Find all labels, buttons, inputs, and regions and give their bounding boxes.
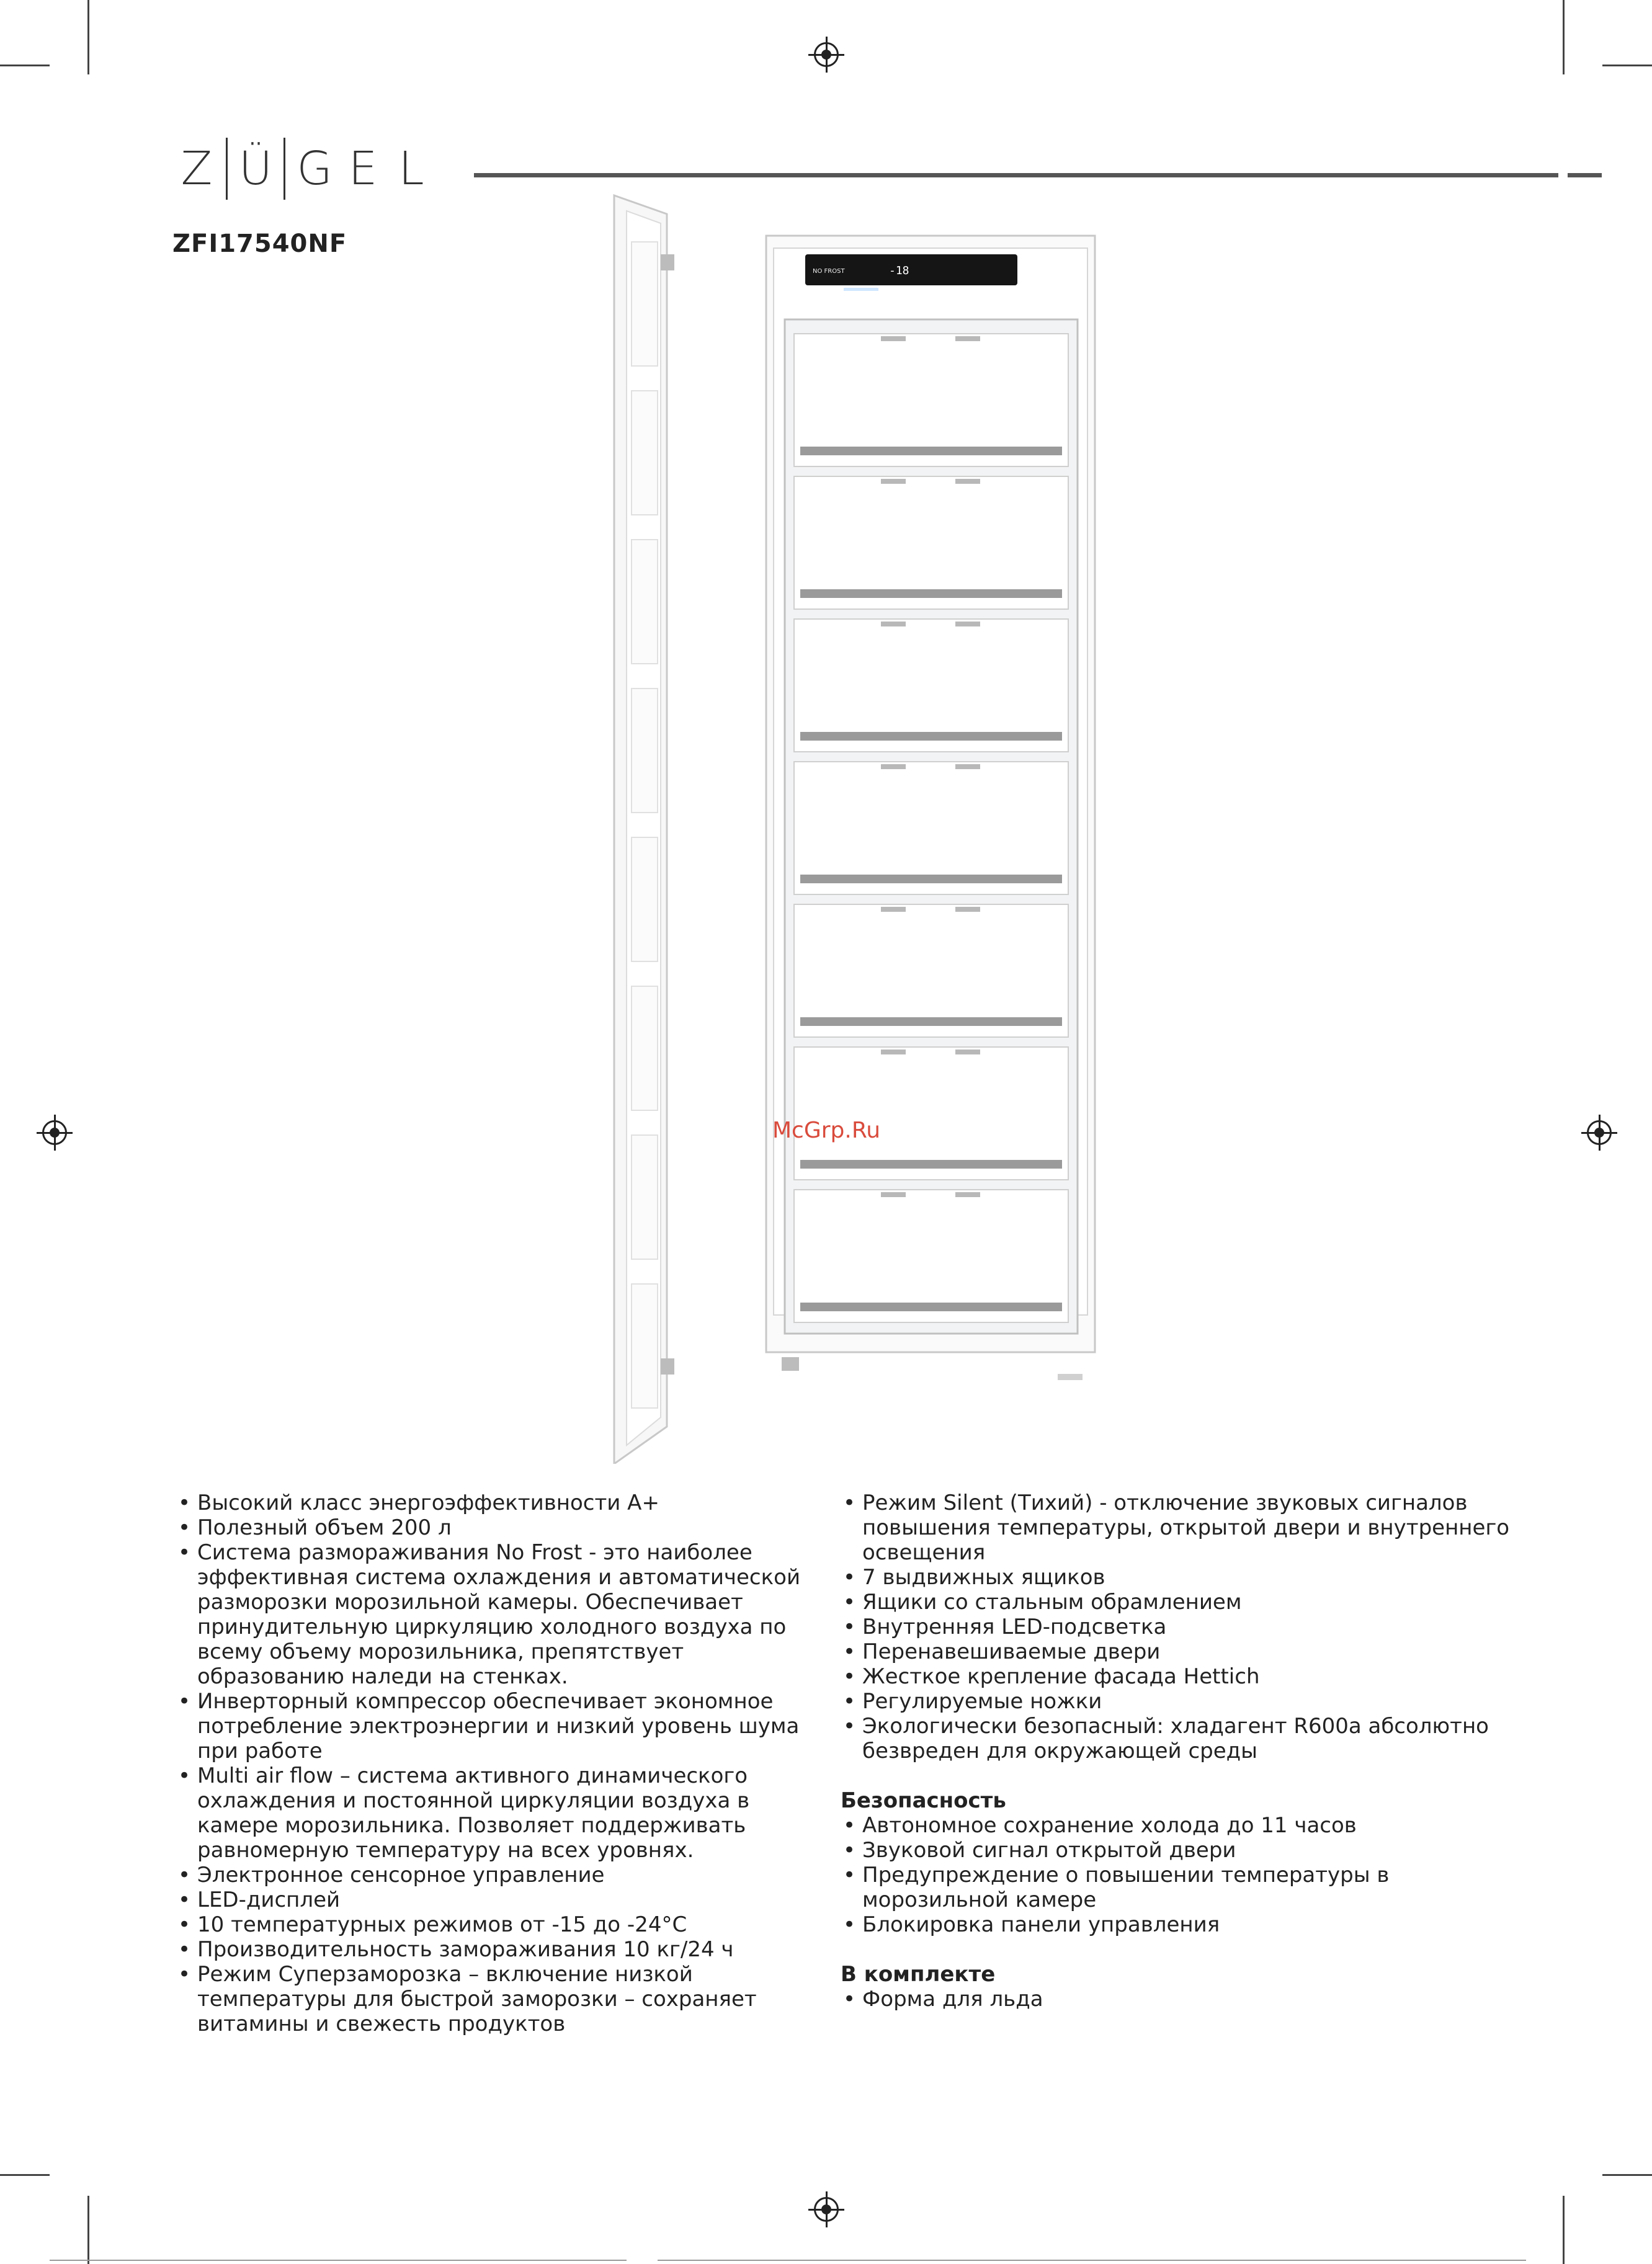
features-left-list xyxy=(176,1491,815,2036)
spacer xyxy=(841,1937,1529,1962)
freezer-drawer xyxy=(794,904,1068,1037)
crop-mark xyxy=(87,0,89,74)
crop-mark xyxy=(87,2196,89,2264)
crop-mark xyxy=(1563,0,1565,74)
feature-item: • Блокировка панели управления xyxy=(841,1912,1529,1937)
crop-mark xyxy=(1563,2196,1565,2264)
freezer-drawer xyxy=(794,334,1068,466)
features-right-column xyxy=(841,1491,1529,2012)
feature-item: • Электронное сенсорное управление xyxy=(176,1863,815,1887)
features-right-list xyxy=(841,1491,1529,1763)
freezer-door xyxy=(614,195,674,1464)
feature-item: • Режим Суперзаморозка – включение низкой температуры для быстрой заморозки – сохраняет витамины и свежесть продуктов xyxy=(176,1962,815,2036)
feature-item: • Режим Silent (Тихий) - отключение звуковых сигналов повышения температуры, открытой двери и внутреннего освещения xyxy=(841,1491,1529,1565)
feature-item: • Регулируемые ножки xyxy=(841,1689,1529,1714)
freezer-drawer xyxy=(794,476,1068,609)
safety-list xyxy=(841,1813,1529,1937)
door-shelf xyxy=(632,1135,658,1259)
freezer-drawer xyxy=(794,619,1068,752)
feature-item: • Экологически безопасный: хладагент R600a абсолютно безвреден для окружающей среды xyxy=(841,1714,1529,1763)
crop-mark xyxy=(1602,65,1652,66)
door-shelf xyxy=(632,242,658,366)
brand-logo xyxy=(172,138,435,200)
feature-item: • Система размораживания No Frost - это наиболее эффективная система охлаждения и автоматической разморозки морозильной камеры. Обеспечивает принудительную циркуляцию холодного воздуха по всему объему морозильника, препятствует образованию наледи на стенках. xyxy=(176,1540,815,1689)
crop-mark xyxy=(0,2174,50,2176)
feature-item: • Предупреждение о повышении температуры в морозильной камере xyxy=(841,1863,1529,1912)
crop-mark xyxy=(50,2260,627,2261)
display-temperature: -18 xyxy=(889,264,909,277)
logo-letter-boxed: Ü xyxy=(226,138,285,200)
freezer-product-image xyxy=(596,186,1123,1464)
display-label: NO FROST xyxy=(813,268,845,275)
door-shelf xyxy=(632,837,658,961)
feature-item: • 7 выдвижных ящиков xyxy=(841,1565,1529,1590)
watermark: McGrp.Ru xyxy=(772,1118,881,1143)
feature-item: • Внутренняя LED-подсветка xyxy=(841,1615,1529,1639)
feature-item: • Multi air flow – система активного динамического охлаждения и постоянной циркуляции воздуха в камере морозильника. Позволяет поддерживать равномерную температуру на всех уровнях. xyxy=(176,1763,815,1863)
package-heading: В комплекте xyxy=(841,1962,996,1987)
crop-mark xyxy=(658,2260,1526,2261)
feature-item: • Полезный объем 200 л xyxy=(176,1515,815,1540)
logo-letter: L xyxy=(398,142,424,195)
door-shelf xyxy=(632,1284,658,1408)
feature-item: • Жесткое крепление фасада Hettich xyxy=(841,1664,1529,1689)
feature-item: • Перенавешиваемые двери xyxy=(841,1639,1529,1664)
package-list xyxy=(841,1987,1529,2012)
feature-item: • Автономное сохранение холода до 11 часов xyxy=(841,1813,1529,1838)
logo-letter: E xyxy=(348,142,378,195)
door-shelf xyxy=(632,689,658,813)
feature-item: • Инверторный компрессор обеспечивает экономное потребление электроэнергии и низкий уровень шума при работе xyxy=(176,1689,815,1763)
feature-item: • Форма для льда xyxy=(841,1987,1529,2012)
feature-item: • Производительность замораживания 10 кг/24 ч xyxy=(176,1937,815,1962)
safety-heading: Безопасность xyxy=(841,1788,1006,1813)
crop-mark xyxy=(0,65,50,66)
door-shelf xyxy=(632,540,658,664)
feature-item: • Звуковой сигнал открытой двери xyxy=(841,1838,1529,1863)
header-rule-end xyxy=(1568,173,1602,177)
feature-item: • Ящики со стальным обрамлением xyxy=(841,1590,1529,1615)
registration-mark-icon xyxy=(1587,1120,1612,1145)
logo-letter: Z xyxy=(181,142,213,195)
freezer-drawer xyxy=(794,1190,1068,1322)
logo-letter: G xyxy=(297,142,333,195)
registration-mark-icon xyxy=(814,42,839,67)
door-shelf xyxy=(632,986,658,1110)
door-shelf xyxy=(632,391,658,515)
crop-mark xyxy=(1602,2174,1652,2176)
feature-item: • 10 температурных режимов от -15 до -24°C xyxy=(176,1912,815,1937)
header-rule xyxy=(474,173,1558,177)
feature-item: • Высокий класс энергоэффективности А+ xyxy=(176,1491,815,1515)
spacer xyxy=(841,1763,1529,1788)
model-number: ZFI17540NF xyxy=(172,230,347,258)
freezer-cabinet xyxy=(766,236,1095,1380)
registration-mark-icon xyxy=(42,1120,67,1145)
feature-item: • LED-дисплей xyxy=(176,1887,815,1912)
registration-mark-icon xyxy=(814,2197,839,2222)
freezer-drawer xyxy=(794,762,1068,894)
features-left-column xyxy=(176,1491,815,2036)
freezer-drawer xyxy=(794,1047,1068,1180)
